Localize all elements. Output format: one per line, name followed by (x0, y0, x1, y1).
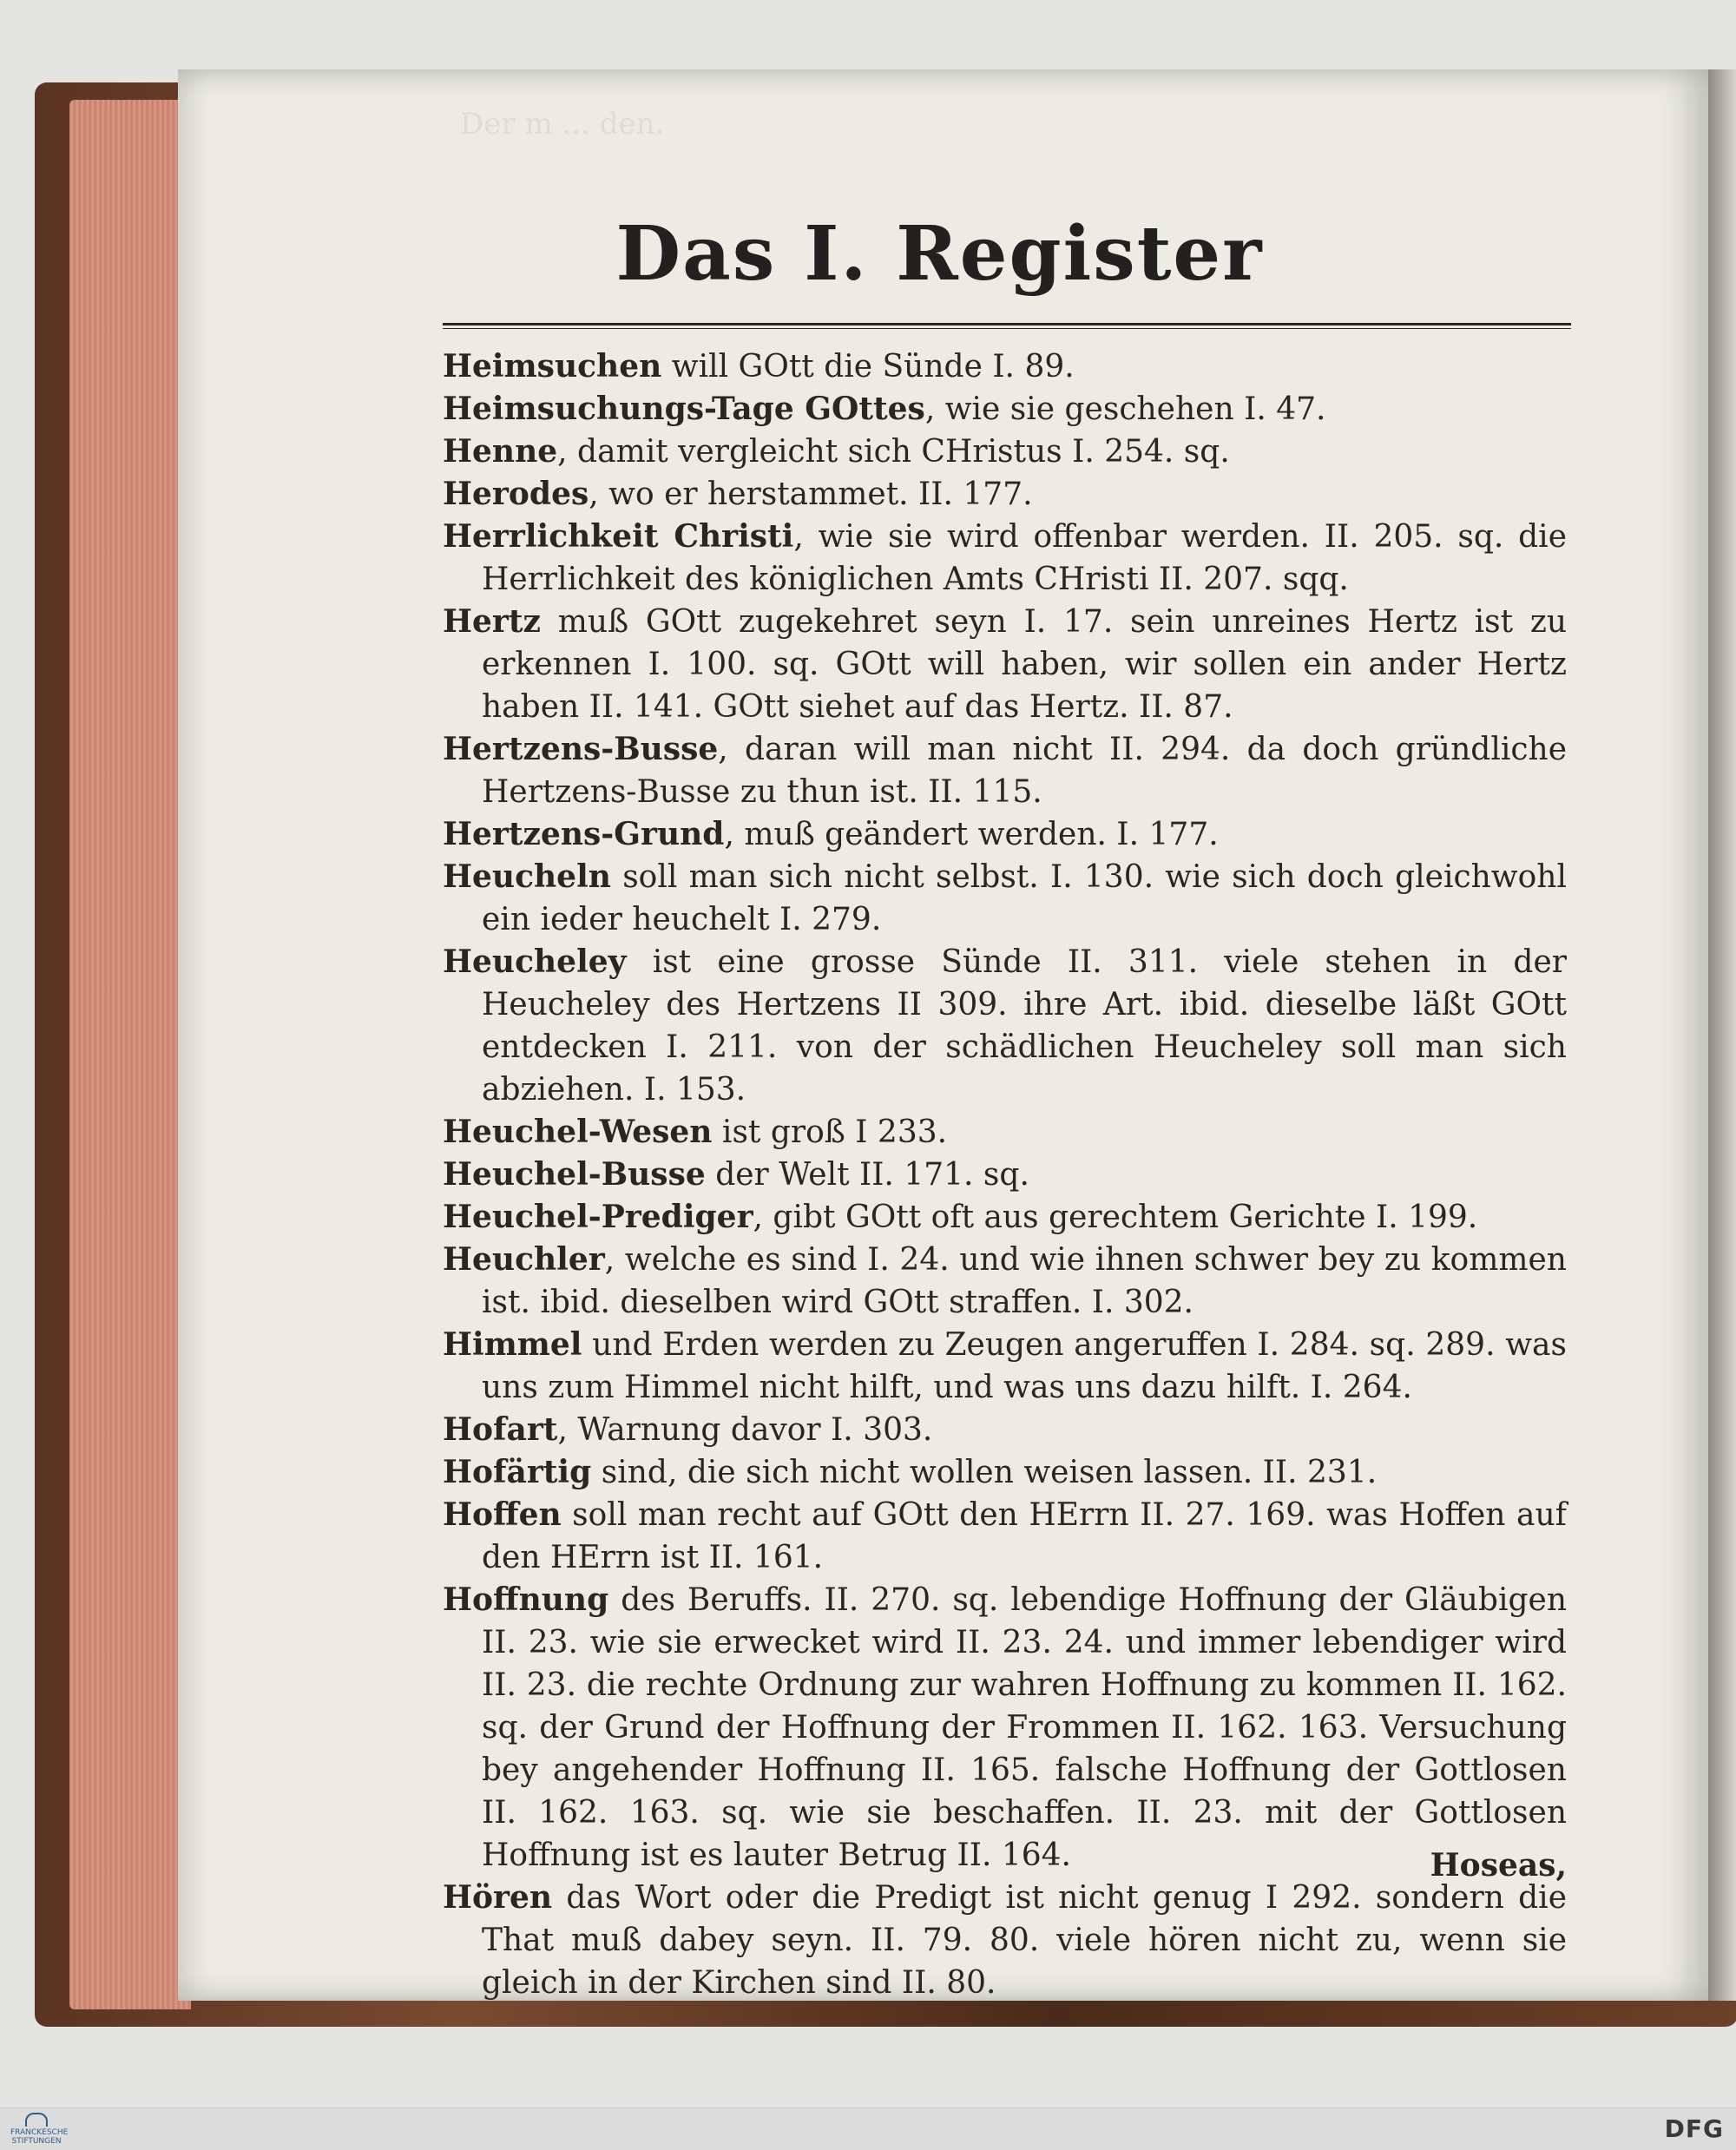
register-entries (443, 345, 1567, 2004)
entry-headword: Heuchler (443, 1241, 605, 1278)
entry-headword: Herrlichkeit Christi (443, 518, 794, 555)
register-entry (443, 601, 1567, 728)
entry-headword: Herodes (443, 476, 589, 512)
entry-text: , damit vergleicht sich CHristus I. 254. sq. (557, 434, 1230, 470)
entry-headword: Heucheley (443, 944, 627, 980)
dfg-logo[interactable]: DFG (1664, 2114, 1724, 2143)
register-entry (443, 1324, 1567, 1409)
register-entry (443, 941, 1567, 1111)
entry-text: und Erden werden zu Zeugen angeruffen I. 284. sq. 289. was uns zum Himmel nicht hilft, und was uns dazu hilft. I. 264. (482, 1327, 1567, 1405)
entry-headword: Hofärtig (443, 1454, 592, 1490)
page-edges (69, 100, 191, 2009)
entry-headword: Heucheln (443, 858, 611, 895)
register-entry (443, 1409, 1567, 1451)
entry-text: , wie sie geschehen I. 47. (924, 391, 1326, 427)
entry-text: soll man recht auf GOtt den HErrn II. 27. 169. was Hoffen auf den HErrn ist II. 161. (482, 1497, 1567, 1575)
entry-text: , wie sie wird offenbar werden. II. 205. sq. die Herrlichkeit des königlichen Amts CHristi II. 207. sqq. (482, 519, 1567, 597)
register-entry (443, 1154, 1567, 1196)
register-entry (443, 1111, 1567, 1154)
entry-text: das Wort oder die Predigt ist nicht genug I 292. sondern die That muß dabey seyn. II. 79. 80. viele hören nicht zu, wenn sie gleich in der Kirchen sind II. 80. (482, 1880, 1567, 2001)
register-entry (443, 1579, 1567, 1877)
entry-headword: Hertzens-Grund (443, 816, 725, 852)
entry-headword: Hertz (443, 603, 541, 640)
library-logo-icon (25, 2113, 48, 2127)
entry-text: soll man sich nicht selbst. I. 130. wie sich doch gleichwohl ein ieder heuchelt I. 279. (482, 859, 1567, 937)
register-entry (443, 1196, 1567, 1239)
library-logo-text: FRANCKESCHE STIFTUNGEN (10, 2128, 69, 2146)
register-entry (443, 1877, 1567, 2004)
entry-headword: Heuchel-Busse (443, 1156, 706, 1193)
entry-text: , welche es sind I. 24. und wie ihnen schwer bey zu kommen ist. ibid. dieselben wird GOtt straffen. I. 302. (482, 1242, 1567, 1320)
entry-headword: Himmel (443, 1326, 582, 1363)
entry-headword: Hofart (443, 1411, 558, 1448)
entry-text: , muß geändert werden. I. 177. (724, 817, 1219, 852)
register-entry (443, 345, 1567, 388)
facing-page-edge (1708, 69, 1736, 2001)
entry-text: , gibt GOtt oft aus gerechtem Gerichte I. 199. (753, 1200, 1478, 1235)
entry-headword: Heuchel-Wesen (443, 1114, 713, 1150)
register-entry (443, 388, 1567, 431)
entry-text: ist eine grosse Sünde II. 311. viele stehen in der Heucheley des Hertzens II 309. ihre Art. ibid. dieselbe läßt GOtt entdecken I. 211. von der schädlichen Heucheley soll man sich abziehen. I. 153. (482, 944, 1567, 1108)
entry-headword: Heuchel-Prediger (443, 1199, 753, 1235)
register-entry (443, 1239, 1567, 1324)
register-entry (443, 856, 1567, 941)
entry-headword: Heimsuchen (443, 348, 662, 385)
register-entry (443, 431, 1567, 473)
entry-text: muß GOtt zugekehret seyn I. 17. sein unreines Hertz ist zu erkennen I. 100. sq. GOtt will haben, wir sollen ein ander Hertz haben II. 141. GOtt siehet auf das Hertz. II. 87. (482, 604, 1567, 725)
entry-headword: Hertzens-Busse (443, 731, 719, 767)
register-entry (443, 473, 1567, 516)
register-entry (443, 1494, 1567, 1579)
entry-text: des Beruffs. II. 270. sq. lebendige Hoffnung der Gläubigen II. 23. wie sie erwecket wird II. 23. 24. und immer lebendiger wird II. 23. die rechte Ordnung zur wahren Hoffnung zu kommen II. 162. sq. der Grund der Hoffnung der Frommen II. 162. 163. Versuchung bey angehender Hoffnung II. 165. falsche Hoffnung der Gottlosen II. 162. 163. sq. wie sie beschaffen. II. 23. mit der Gottlosen Hoffnung ist es lauter Betrug II. 164. (482, 1582, 1567, 1873)
entry-text: , daran will man nicht II. 294. da doch gründliche Hertzens-Busse zu thun ist. II. 115. (482, 732, 1567, 810)
viewer-footer (0, 2107, 1736, 2150)
register-entry (443, 728, 1567, 813)
catchword: Hoseas, (1430, 1847, 1567, 1884)
library-logo[interactable] (10, 2113, 69, 2146)
entry-headword: Hören (443, 1879, 553, 1916)
entry-headword: Hoffnung (443, 1581, 609, 1618)
entry-text: , wo er herstammet. II. 177. (589, 477, 1033, 512)
entry-headword: Heimsuchungs-Tage GOttes (443, 391, 925, 427)
title-divider (443, 323, 1571, 329)
entry-headword: Henne (443, 433, 558, 470)
entry-text: sind, die sich nicht wollen weisen lassen. II. 231. (591, 1455, 1378, 1490)
entry-headword: Hoffen (443, 1496, 562, 1533)
register-entry (443, 516, 1567, 601)
page-title: Das I. Register (615, 210, 1264, 298)
register-entry (443, 1451, 1567, 1494)
entry-text: , Warnung davor I. 303. (557, 1412, 933, 1448)
register-entry (443, 813, 1567, 856)
entry-text: der Welt II. 171. sq. (705, 1157, 1029, 1193)
entry-text: ist groß I 233. (712, 1114, 948, 1150)
entry-text: will GOtt die Sünde I. 89. (661, 349, 1075, 385)
